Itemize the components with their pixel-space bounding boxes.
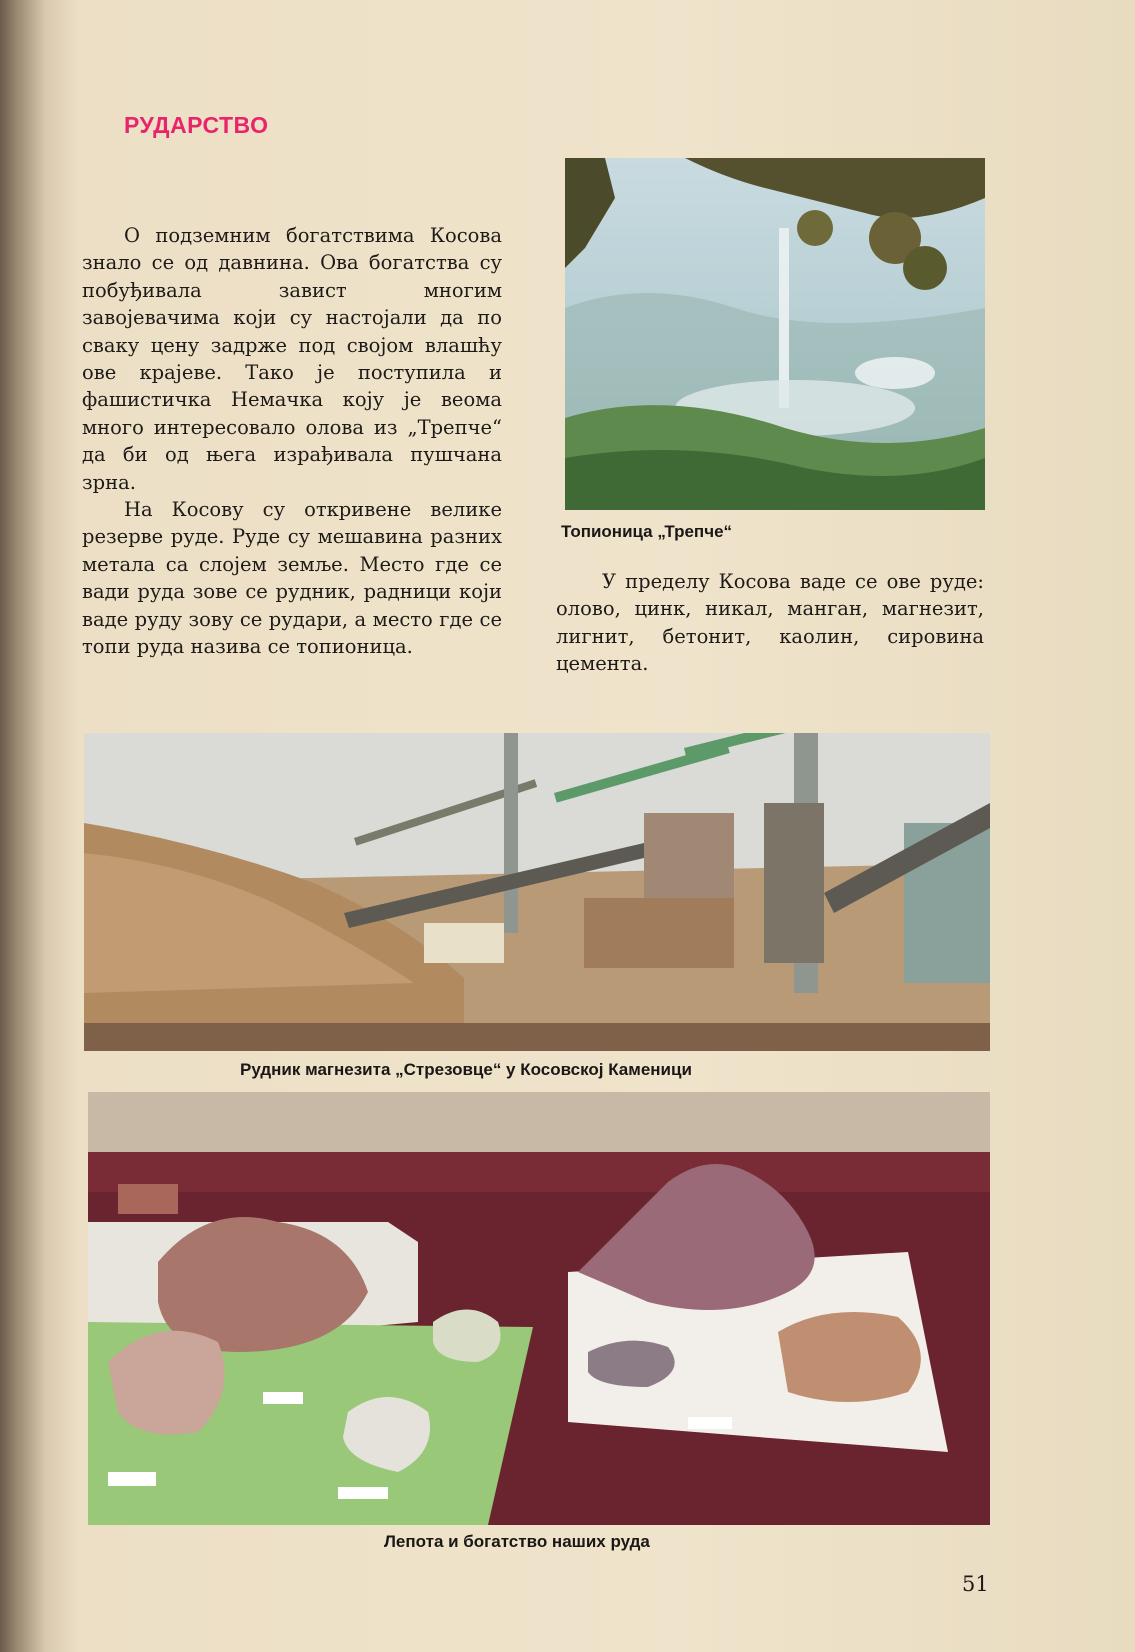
section-title: РУДАРСТВО xyxy=(124,112,269,138)
paragraph: О подземним богатствима Косова знало се од давнина. Ова богатства су побуђивала завист многим завојевачима који су настојали да по сваку цену задрже под својом влашћу ове крајеве. Тако је поступила и фашистичка Немачка коју је веома много интересовало олова из „Трепче“ да би од њега израђивала пушчана зрна. xyxy=(82,224,502,494)
right-text-column xyxy=(556,568,984,678)
paragraph: У пределу Косова ваде се ове руде: олово, цинк, никал, манган, магнезит, лигнит, бетонит, каолин, сировина цемента. xyxy=(556,570,984,676)
mine-caption: Рудник магнезита „Стрезовце“ у Косовској Каменици xyxy=(240,1060,692,1079)
minerals-caption: Лепота и богатство наших руда xyxy=(384,1532,650,1551)
left-text-column xyxy=(82,222,502,661)
mine-photo xyxy=(84,733,990,1051)
smelter-photo xyxy=(565,158,985,510)
paragraph: На Косову су откривене велике резерве руде. Руде су мешавина разних метала са слојем земље. Место где се вади руда зове се рудник, радници који ваде руду зову се рудари, а место где се топи руда назива се топионица. xyxy=(82,498,502,659)
smelter-caption: Топионица „Трепче“ xyxy=(561,522,733,541)
minerals-photo xyxy=(88,1092,990,1525)
page-number: 51 xyxy=(962,1572,989,1596)
